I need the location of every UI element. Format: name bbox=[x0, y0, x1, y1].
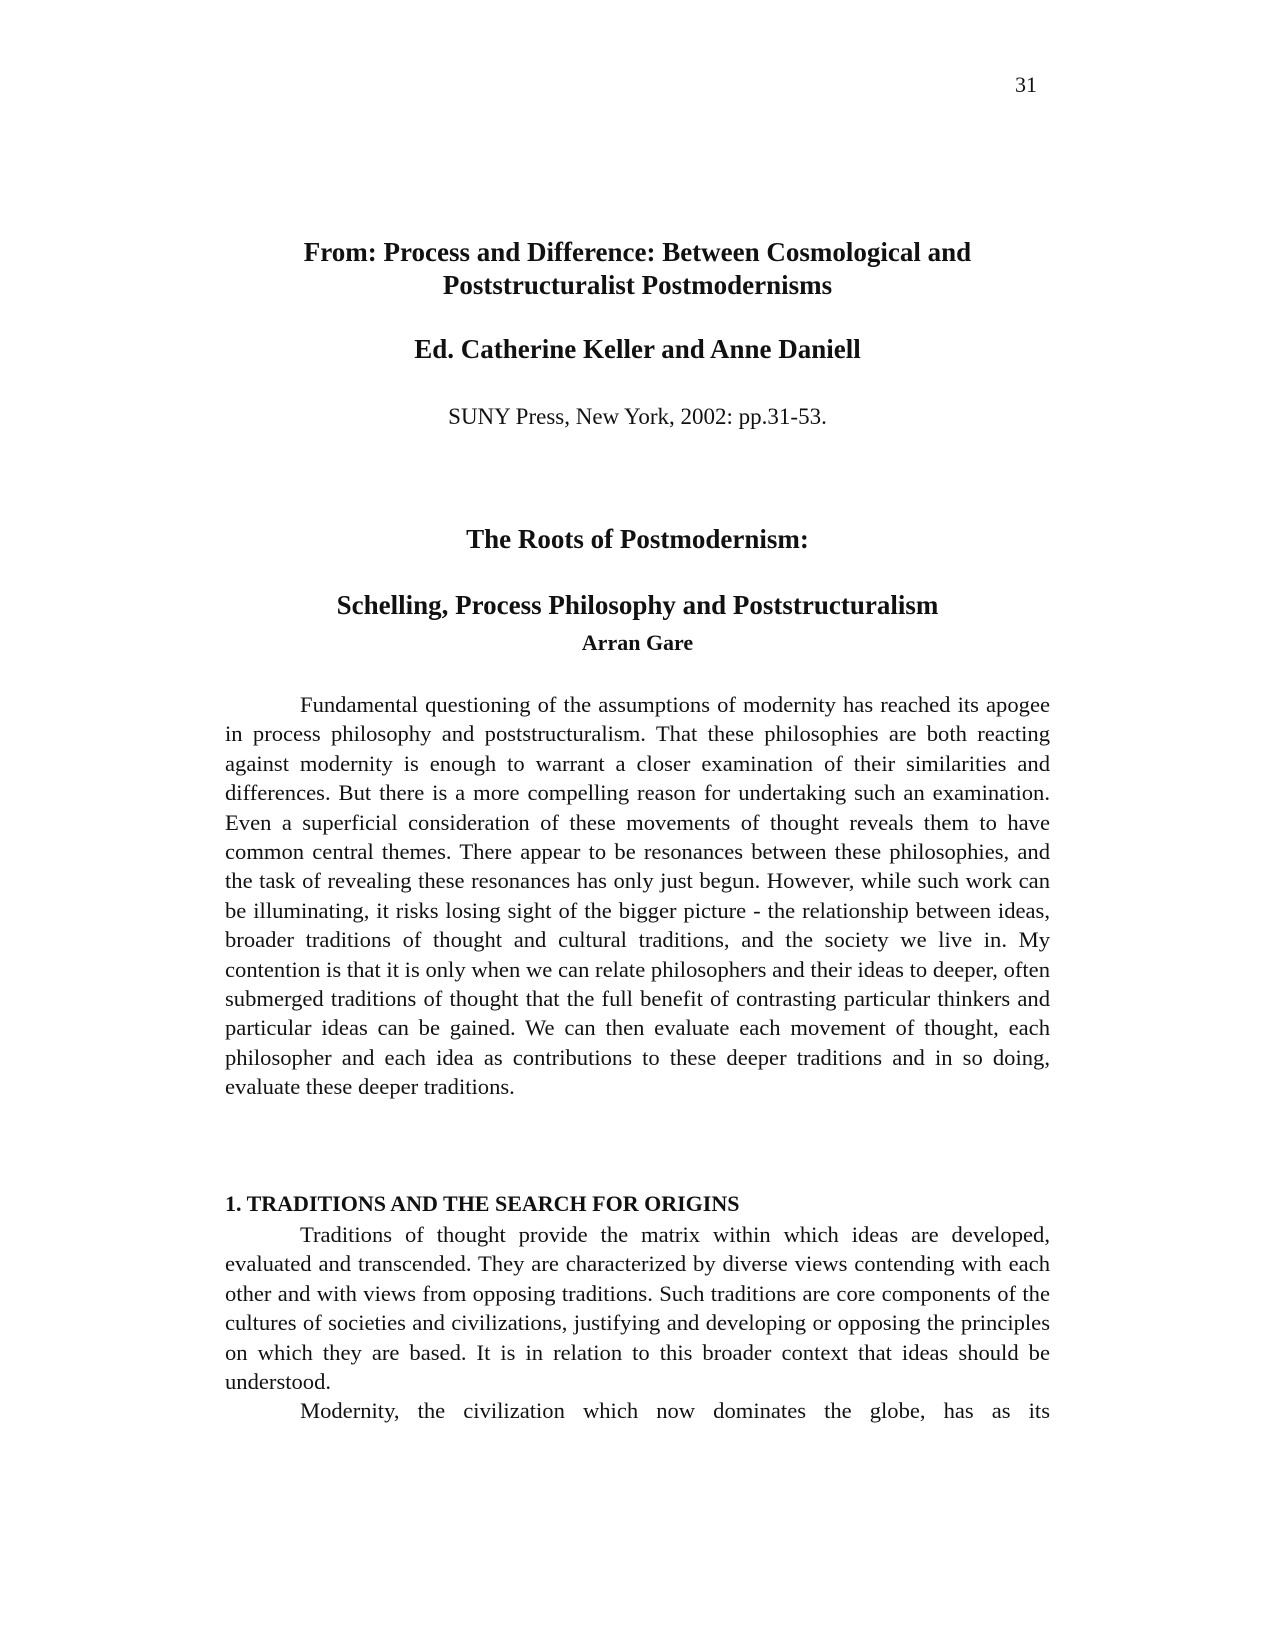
source-book-title bbox=[0, 236, 1275, 302]
section-body bbox=[225, 1220, 1050, 1426]
editors: Ed. Catherine Keller and Anne Daniell bbox=[414, 334, 861, 364]
body-paragraph: Modernity, the civilization which now dominates the globe, has as its bbox=[300, 1398, 1050, 1424]
source-title-line-1: From: Process and Difference: Between Cosmological and bbox=[303, 237, 972, 267]
article-subtitle: Schelling, Process Philosophy and Poststructuralism bbox=[336, 590, 939, 620]
source-title-line-2: Poststructuralist Postmodernisms bbox=[442, 270, 833, 300]
abstract bbox=[225, 690, 1050, 1102]
abstract-paragraph: Fundamental questioning of the assumptions of modernity has reached its apogee in process philosophy and poststructuralism. That these philosophies are both reacting against modernity is enough to warrant a closer examination of their similarities and differences. But there is a more compelling reason for undertaking such an examination. Even a superficial consideration of these movements of thought reveals them to have common central themes. There appear to be resonances between these philosophies, and the task of revealing these resonances has only just begun. However, while such work can be illuminating, it risks losing sight of the bigger picture - the relationship between ideas, broader traditions of thought and cultural traditions, and the society we live in. My contention is that it is only when we can relate philosophers and their ideas to deeper, often submerged traditions of thought that the full benefit of contrasting particular thinkers and particular ideas can be gained. We can then evaluate each movement of thought, each philosopher and each idea as contributions to these deeper traditions and in so doing, evaluate these deeper traditions. bbox=[225, 692, 1050, 1100]
publisher-citation: SUNY Press, New York, 2002: pp.31-53. bbox=[448, 404, 827, 429]
section-heading: 1. TRADITIONS AND THE SEARCH FOR ORIGINS bbox=[225, 1191, 740, 1216]
body-paragraph: Traditions of thought provide the matrix within which ideas are developed, evaluated and transcended. They are characterized by diverse views contending with each other and with views from opposing traditions. Such traditions are core components of the cultures of societies and civilizations, justifying and developing or opposing the principles on which they are based. It is in relation to this broader context that ideas should be understood. bbox=[225, 1222, 1050, 1395]
page-number: 31 bbox=[1015, 72, 1037, 97]
author: Arran Gare bbox=[581, 630, 694, 655]
article-title: The Roots of Postmodernism: bbox=[466, 524, 809, 554]
